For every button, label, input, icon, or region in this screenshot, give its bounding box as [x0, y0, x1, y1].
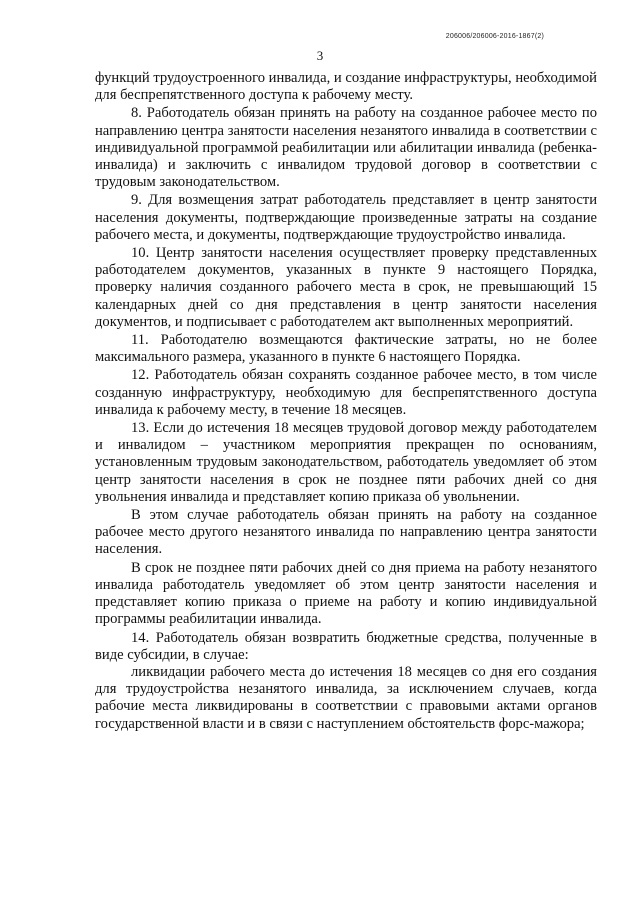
paragraph-item-12: 12. Работодатель обязан сохранять созданное рабочее место, в том числе созданную инфраструктуру, необходимую для беспрепятственного доступа инвалида к рабочему месту, в течение 18 месяцев. — [95, 367, 597, 418]
page-number: 3 — [316, 48, 324, 63]
paragraph-item-9: 9. Для возмещения затрат работодатель представляет в центр занятости населения документы, подтверждающие произведенные затраты на создание рабочего места, и документы, подтверждающие трудоустройство инвалида. — [95, 192, 597, 243]
paragraph-item-13: 13. Если до истечения 18 месяцев трудовой договор между работодателем и инвалидом – участником мероприятия прекращен по основаниям, установленным трудовым законодательством, работодатель уведомляет об этом центр занятости населения в срок не позднее пяти рабочих дней со дня увольнения инвалида и представляет копию приказа об увольнении. — [95, 420, 597, 505]
document-registration-number: 206006/206006-2016-1867(2) — [445, 33, 544, 40]
paragraph-item-11: 11. Работодателю возмещаются фактические затраты, но не более максимального размера, указанного в пункте 6 настоящего Порядка. — [95, 332, 597, 366]
paragraph-liquidation-case: ликвидации рабочего места до истечения 18 месяцев со дня его создания для трудоустройства незанятого инвалида, за исключением случаев, когда рабочие места ликвидированы в соответствии с правовыми актами органов государственной власти и в связи с наступлением обстоятельств форс-мажора; — [95, 663, 597, 732]
paragraph-item-10: 10. Центр занятости населения осуществляет проверку представленных работодателем документов, указанных в пункте 9 настоящего Порядка, проверку наличия созданного рабочего места в срок, не превышающий 15 календарных дней со дня представления в центр занятости населения документов, и подписывает с работодателем акт выполненных мероприятий. — [95, 245, 597, 330]
paragraph-replacement-hire: В этом случае работодатель обязан принять на работу на созданное рабочее место другого незанятого инвалида по направлению центра занятости населения. — [95, 507, 597, 558]
paragraph-hire-notification: В срок не позднее пяти рабочих дней со дня приема на работу незанятого инвалида работодатель уведомляет об этом центр занятости населения и представляет копию приказа о приеме на работу и копию индивидуальной программы реабилитации инвалида. — [95, 559, 597, 628]
paragraph-continuation: функций трудоустроенного инвалида, и создание инфраструктуры, необходимой для беспрепятственного доступа к рабочему месту. — [95, 70, 597, 104]
paragraph-item-8: 8. Работодатель обязан принять на работу на созданное рабочее место по направлению центра занятости населения незанятого инвалида в соответствии с индивидуальной программой реабилитации или абилитации инвалида (ребенка-инвалида) и заключить с инвалидом трудовой договор в соответствии с трудовым законодательством. — [95, 105, 597, 191]
document-body — [95, 70, 597, 733]
paragraph-item-14: 14. Работодатель обязан возвратить бюджетные средства, полученные в виде субсидии, в случае: — [95, 629, 597, 663]
